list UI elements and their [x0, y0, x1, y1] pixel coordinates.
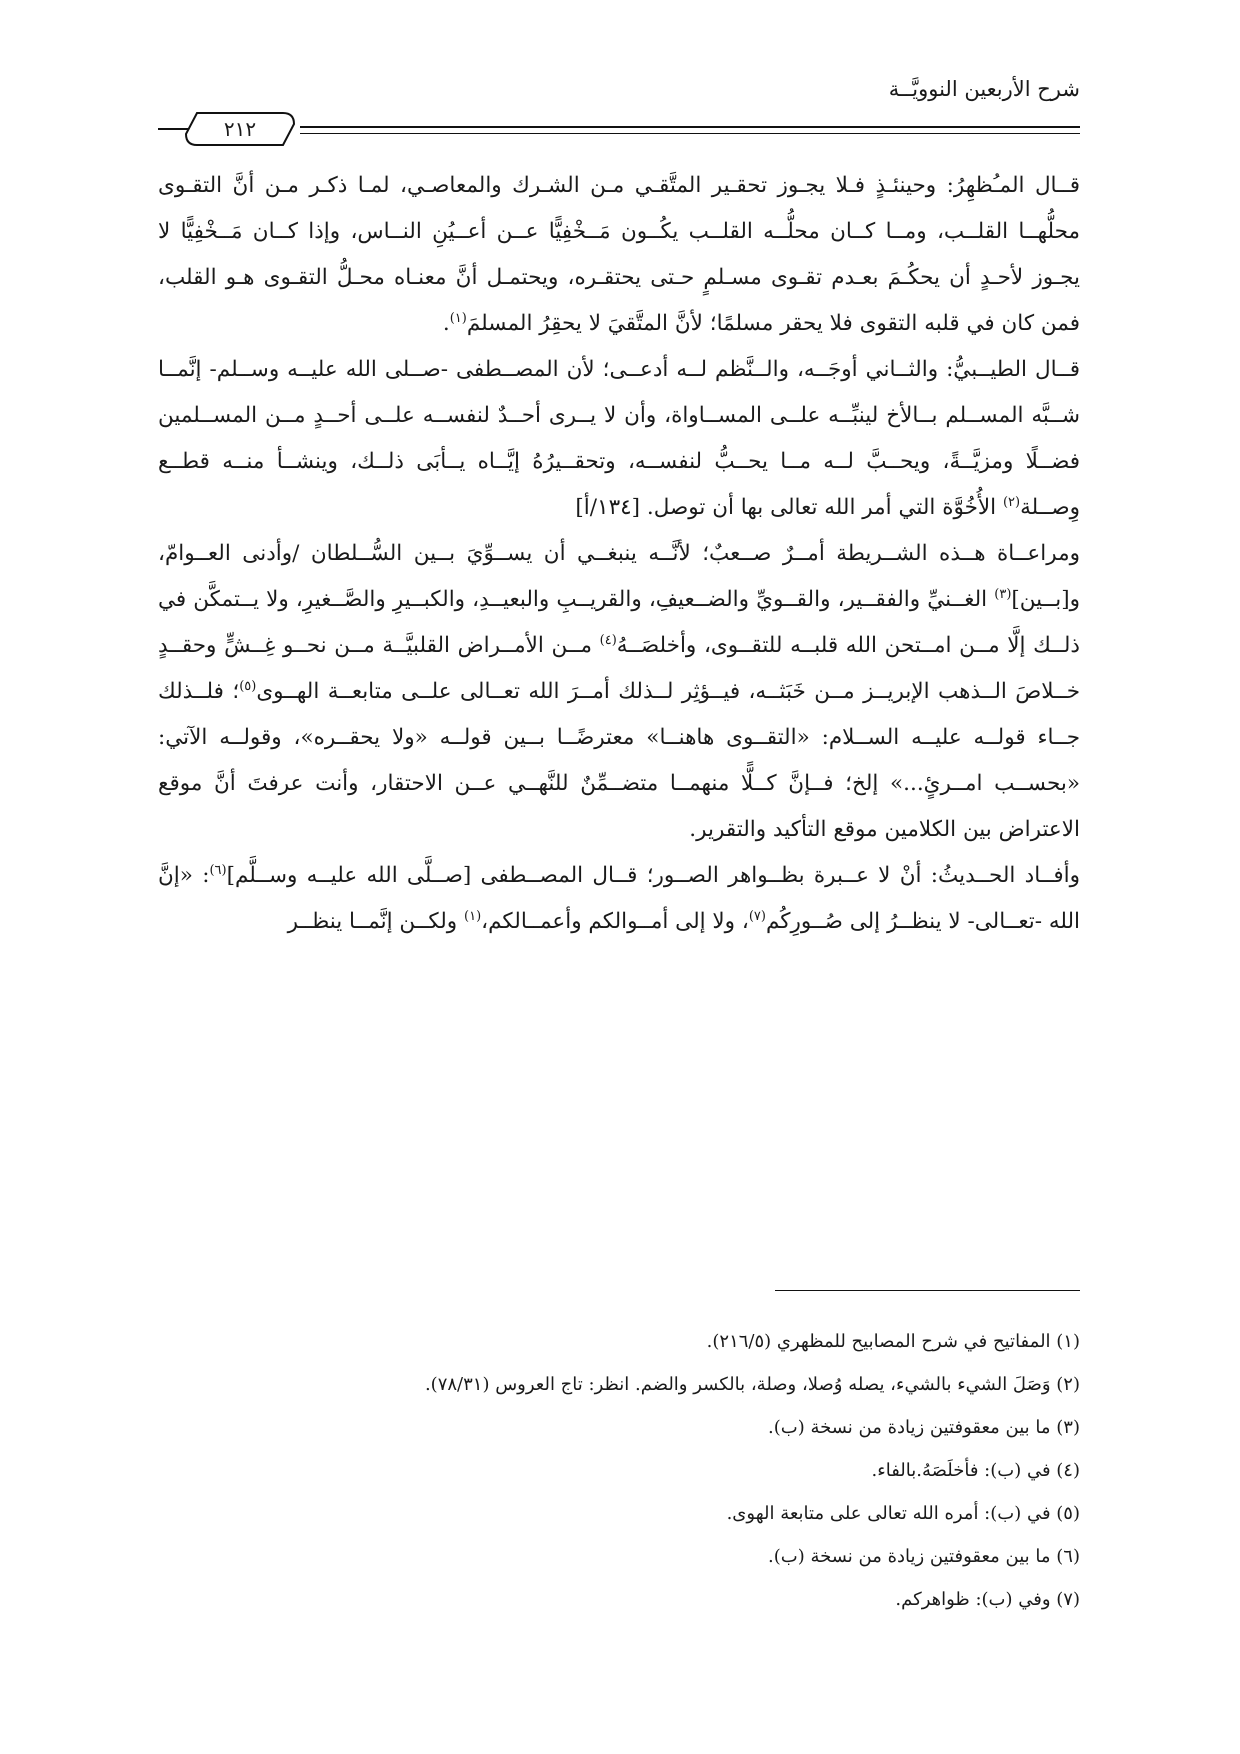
header-rule — [300, 126, 1080, 128]
text-run: ، ولا إلى أمــوالكم وأعمــالكم، — [481, 909, 749, 934]
paragraph — [158, 853, 1080, 945]
footnote: (٤) في (ب): فأخلَصَهُ.بالفاء. — [871, 1460, 1080, 1481]
footnote-marker: (١) — [449, 310, 467, 326]
footnote-separator — [775, 1290, 1080, 1291]
footnote-marker: (٤) — [599, 632, 617, 648]
footnote-marker: (٧) — [748, 908, 766, 924]
footnote: (٦) ما بين معقوفتين زيادة من نسخة (ب). — [768, 1546, 1080, 1567]
text-run: قــال الطيــبيُّ: والثــاني أوجَــه، والــنَّظم لــه أدعــى؛ لأن المصــطفى -صــلى الله عليــه وســلم- إنَّمــا شــبَّه المســلم بــالأخ لينبِّــه علــى المســاواة، وأن لا يــرى أحــدٌ لنفســه علــى أحــدٍ مــن المســلمين فضــلًا ومزيَّــةً، ويحــبَّ لــه مــا يحــبُّ لنفســه، وتحقــيرُهُ إيَّــاه يــأبَى ذلــك، وينشــأ منــه قطــع وِصــلة — [158, 357, 1080, 520]
paragraph — [158, 163, 1080, 347]
page-header — [158, 76, 1080, 102]
footnote: (٥) في (ب): أمره الله تعالى على متابعة الهوى. — [726, 1503, 1080, 1524]
page-number: ٢١٢ — [223, 117, 257, 141]
header-rule-left — [158, 128, 188, 130]
text-run: الغــنيِّ والفقــير، والقــويِّ والضــعيفِ، والقريــبِ والبعيــدِ، والكبــيرِ والصَّــغيرِ، ولا يــتمكَّن في ذلــك إلَّا مــن امــتحن الله قلبــه للتقــوى، وأخلصَــهُ — [158, 587, 1080, 658]
footnote: (١) المفاتيح في شرح المصابيح للمظهري (٢١٦/٥). — [706, 1331, 1080, 1352]
footnote: (٧) وفي (ب): ظواهركم. — [895, 1589, 1080, 1610]
text-run: مــن الأمــراض القلبيَّــة مــن نحــو غِــشٍّ وحقــدٍ خــلاصَ الــذهب الإبريــز مــن خَبَثــه، فيــؤثِر لــذلك أمــرَ الله تعــالى علــى متابعــة الهــوى — [158, 633, 1080, 704]
text-run: ولكــن إنَّمــا ينظــر — [287, 909, 464, 934]
text-run: وأفــاد الحــديثُ: أنْ لا عــبرة بظــواهر الصــور؛ قــال المصــطفى [صــلَّى الله عليــه وســلَّم] — [226, 863, 1080, 888]
footnote-marker: (٥) — [239, 678, 257, 694]
main-text — [158, 163, 1080, 945]
text-run: : «إنَّ الله -تعــالى- لا ينظــرُ إلى صُــورِكُم — [158, 863, 1080, 934]
page-number-frame — [185, 112, 295, 146]
footnote-marker: (١) — [464, 908, 482, 924]
footnote: (٢) وَصَلَ الشيء بالشيء، يصله وُصلا، وصلة، بالكسر والضم. انظر: تاج العروس (٧٨/٣١). — [424, 1374, 1080, 1395]
footnote: (٣) ما بين معقوفتين زيادة من نسخة (ب). — [768, 1417, 1080, 1438]
paragraph — [158, 347, 1080, 531]
text-run: . — [442, 311, 450, 336]
text-run: ؛ فلــذلك جــاء قولــه عليــه الســلام: «التقــوى هاهنــا» معترضًــا بــين قولــه «ولا يحقــره»، وقولــه الآتي: «بحســب امــرئٍ...» إلخ؛ فــإنَّ كــلًّا منهمــا متضــمِّنٌ للنَّهــي عــن الاحتقار، وأنت عرفتَ أنَّ موقع الاعتراض بين الكلامين موقع التأكيد والتقرير. — [158, 679, 1080, 842]
footnote-marker: (٢) — [1002, 494, 1021, 510]
footnote-marker: (٣) — [994, 586, 1012, 602]
header-rule-thin — [300, 133, 1080, 134]
text-run: ومراعــاة هــذه الشــريطة أمــرٌ صــعبٌ؛ لأنَّــه ينبغــي أن يســوِّيَ بــين السُّــلطان /وأدنى العــوامّ، و[بــين] — [158, 541, 1080, 612]
text-run: الأُخُوَّة التي أمر الله تعالى بها أن توصل. [١٣٤/أ] — [575, 495, 1003, 520]
paragraph — [158, 531, 1080, 853]
footnote-marker: (٦) — [209, 862, 227, 878]
text-run: قــال المـُظهِرُ: وحينئـذٍ فـلا يجـوز تحقـير المتَّقـي مـن الشـرك والمعاصـي، لمـا ذكـر مـن أنَّ التقـوى محلُّهــا القلــب، ومــا كــان محلُّــه القلــب يكُــون مَــخْفِيًّا عــن أعــيُنِ النــاس، وإذا كــان مَــخْفِيًّا لا يجـوز لأحـدٍ أن يحكُـمَ بعـدم تقـوى مسـلمٍ حـتى يحتقـره، ويحتمـل أنَّ معنـاه محـلُّ التقـوى هـو القلب، فمن كان في قلبه التقوى فلا يحقر مسلمًا؛ لأنَّ المتَّقيَ لا يحقِرُ المسلمَ — [158, 173, 1080, 336]
footnotes — [158, 1320, 1080, 1621]
book-title: شرح الأربعين النوويَّــة — [888, 77, 1080, 101]
